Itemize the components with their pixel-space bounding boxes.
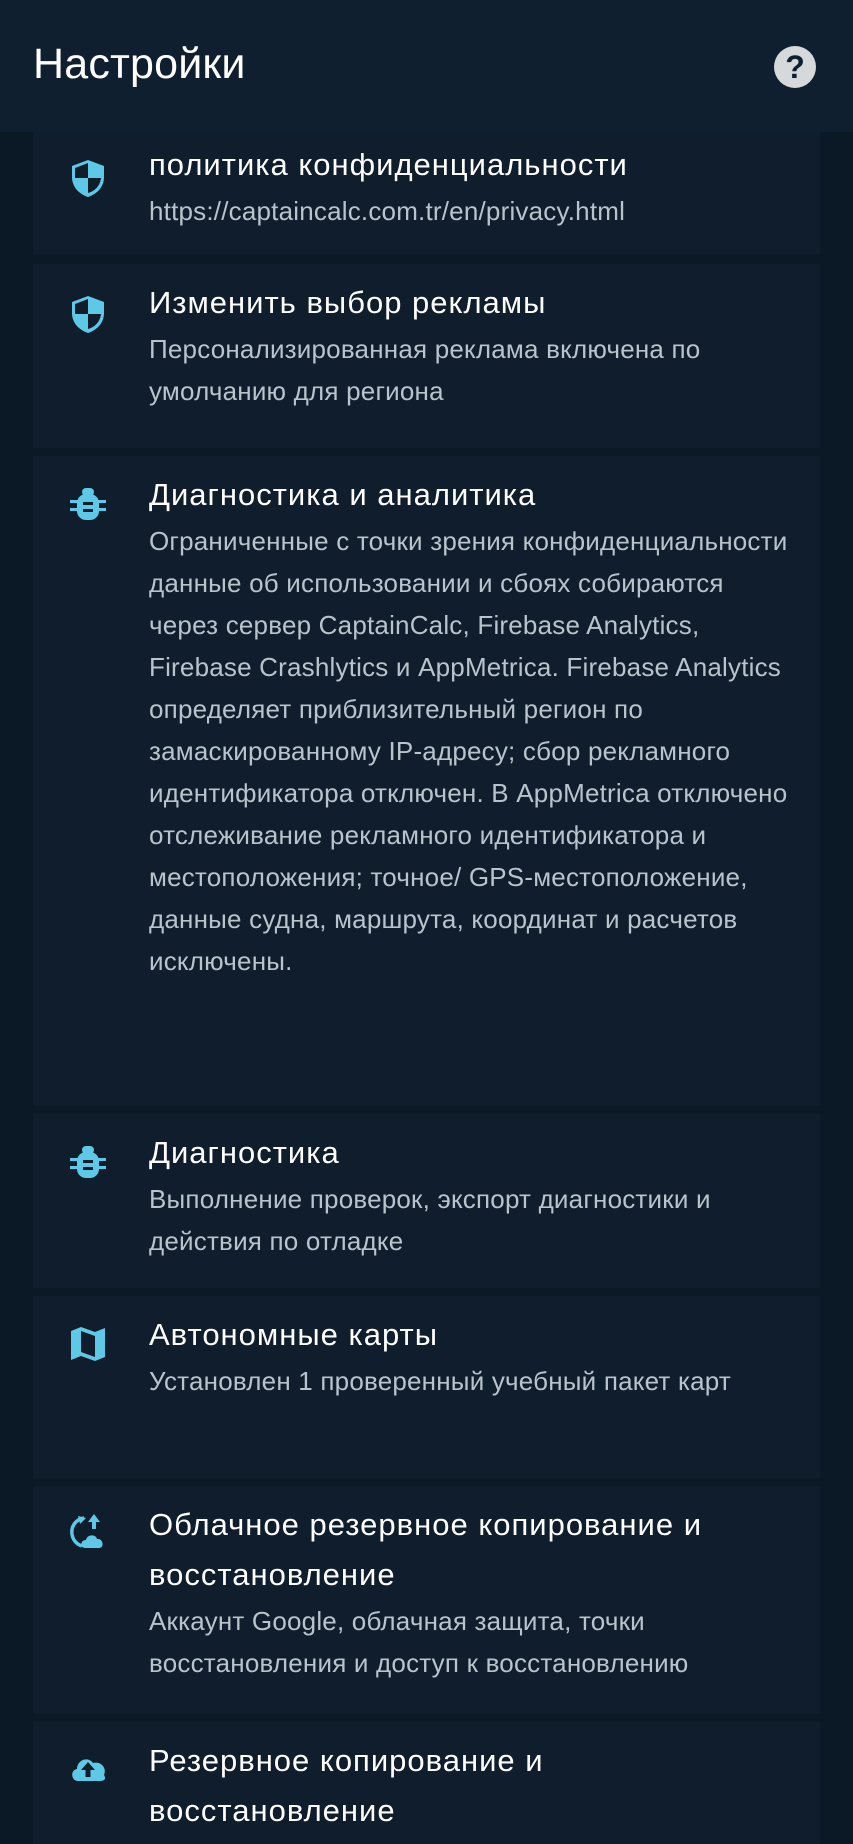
item-title: Изменить выбор рекламы xyxy=(149,285,547,320)
item-subtitle: Выполнение проверок, экспорт диагностики и действия по отладке xyxy=(149,1184,711,1256)
settings-item-backup-restore[interactable] xyxy=(33,1722,820,1844)
item-title: Автономные карты xyxy=(149,1317,439,1352)
item-title: Облачное резервное копирование и восстановление xyxy=(149,1507,703,1592)
page-title: Настройки xyxy=(33,40,246,88)
shield-icon xyxy=(68,158,108,198)
cloud-sync-icon xyxy=(68,1512,108,1552)
item-subtitle: https://captaincalc.com.tr/en/privacy.html xyxy=(149,196,626,226)
settings-item-diagnostics[interactable] xyxy=(33,1114,820,1288)
item-subtitle: Ограниченные с точки зрения конфиденциальности данные об использовании и сбоях собираются через сервер CaptainCalc, Firebase Analytics, Firebase Crashlytics и AppMetrica. Firebase Analytics определяет приблизительный регион по замаскированному IP-адресу; сбор рекламного идентификатора отключен. В AppMetrica отключено отслеживание рекламного идентификатора и местоположения; точное/ GPS-местоположение, данные судна, маршрута, координат и расчетов исключены. xyxy=(149,526,788,976)
item-subtitle: Аккаунт Google, облачная защита, точки восстановления и доступ к восстановлению xyxy=(149,1606,689,1678)
settings-item-ad-choices[interactable] xyxy=(33,264,820,448)
item-title: Резервное копирование и восстановление xyxy=(149,1743,544,1828)
item-title: Диагностика xyxy=(149,1135,340,1170)
bug-icon xyxy=(68,484,108,524)
bug-icon xyxy=(68,1142,108,1182)
settings-item-privacy-policy[interactable] xyxy=(33,132,820,254)
settings-item-offline-maps[interactable] xyxy=(33,1296,820,1478)
item-title: Диагностика и аналитика xyxy=(149,477,537,512)
app-bar xyxy=(0,0,853,132)
settings-item-diagnostics-analytics[interactable] xyxy=(33,456,820,1106)
cloud-upload-icon xyxy=(68,1748,108,1788)
item-subtitle: Персонализированная реклама включена по умолчанию для региона xyxy=(149,334,701,406)
item-subtitle: Установлен 1 проверенный учебный пакет карт xyxy=(149,1366,731,1396)
shield-icon xyxy=(68,294,108,334)
settings-item-cloud-backup[interactable] xyxy=(33,1486,820,1714)
map-icon xyxy=(68,1324,108,1364)
help-icon[interactable]: ? xyxy=(774,46,816,88)
settings-list xyxy=(0,132,853,1844)
item-title: политика конфиденциальности xyxy=(149,147,628,182)
